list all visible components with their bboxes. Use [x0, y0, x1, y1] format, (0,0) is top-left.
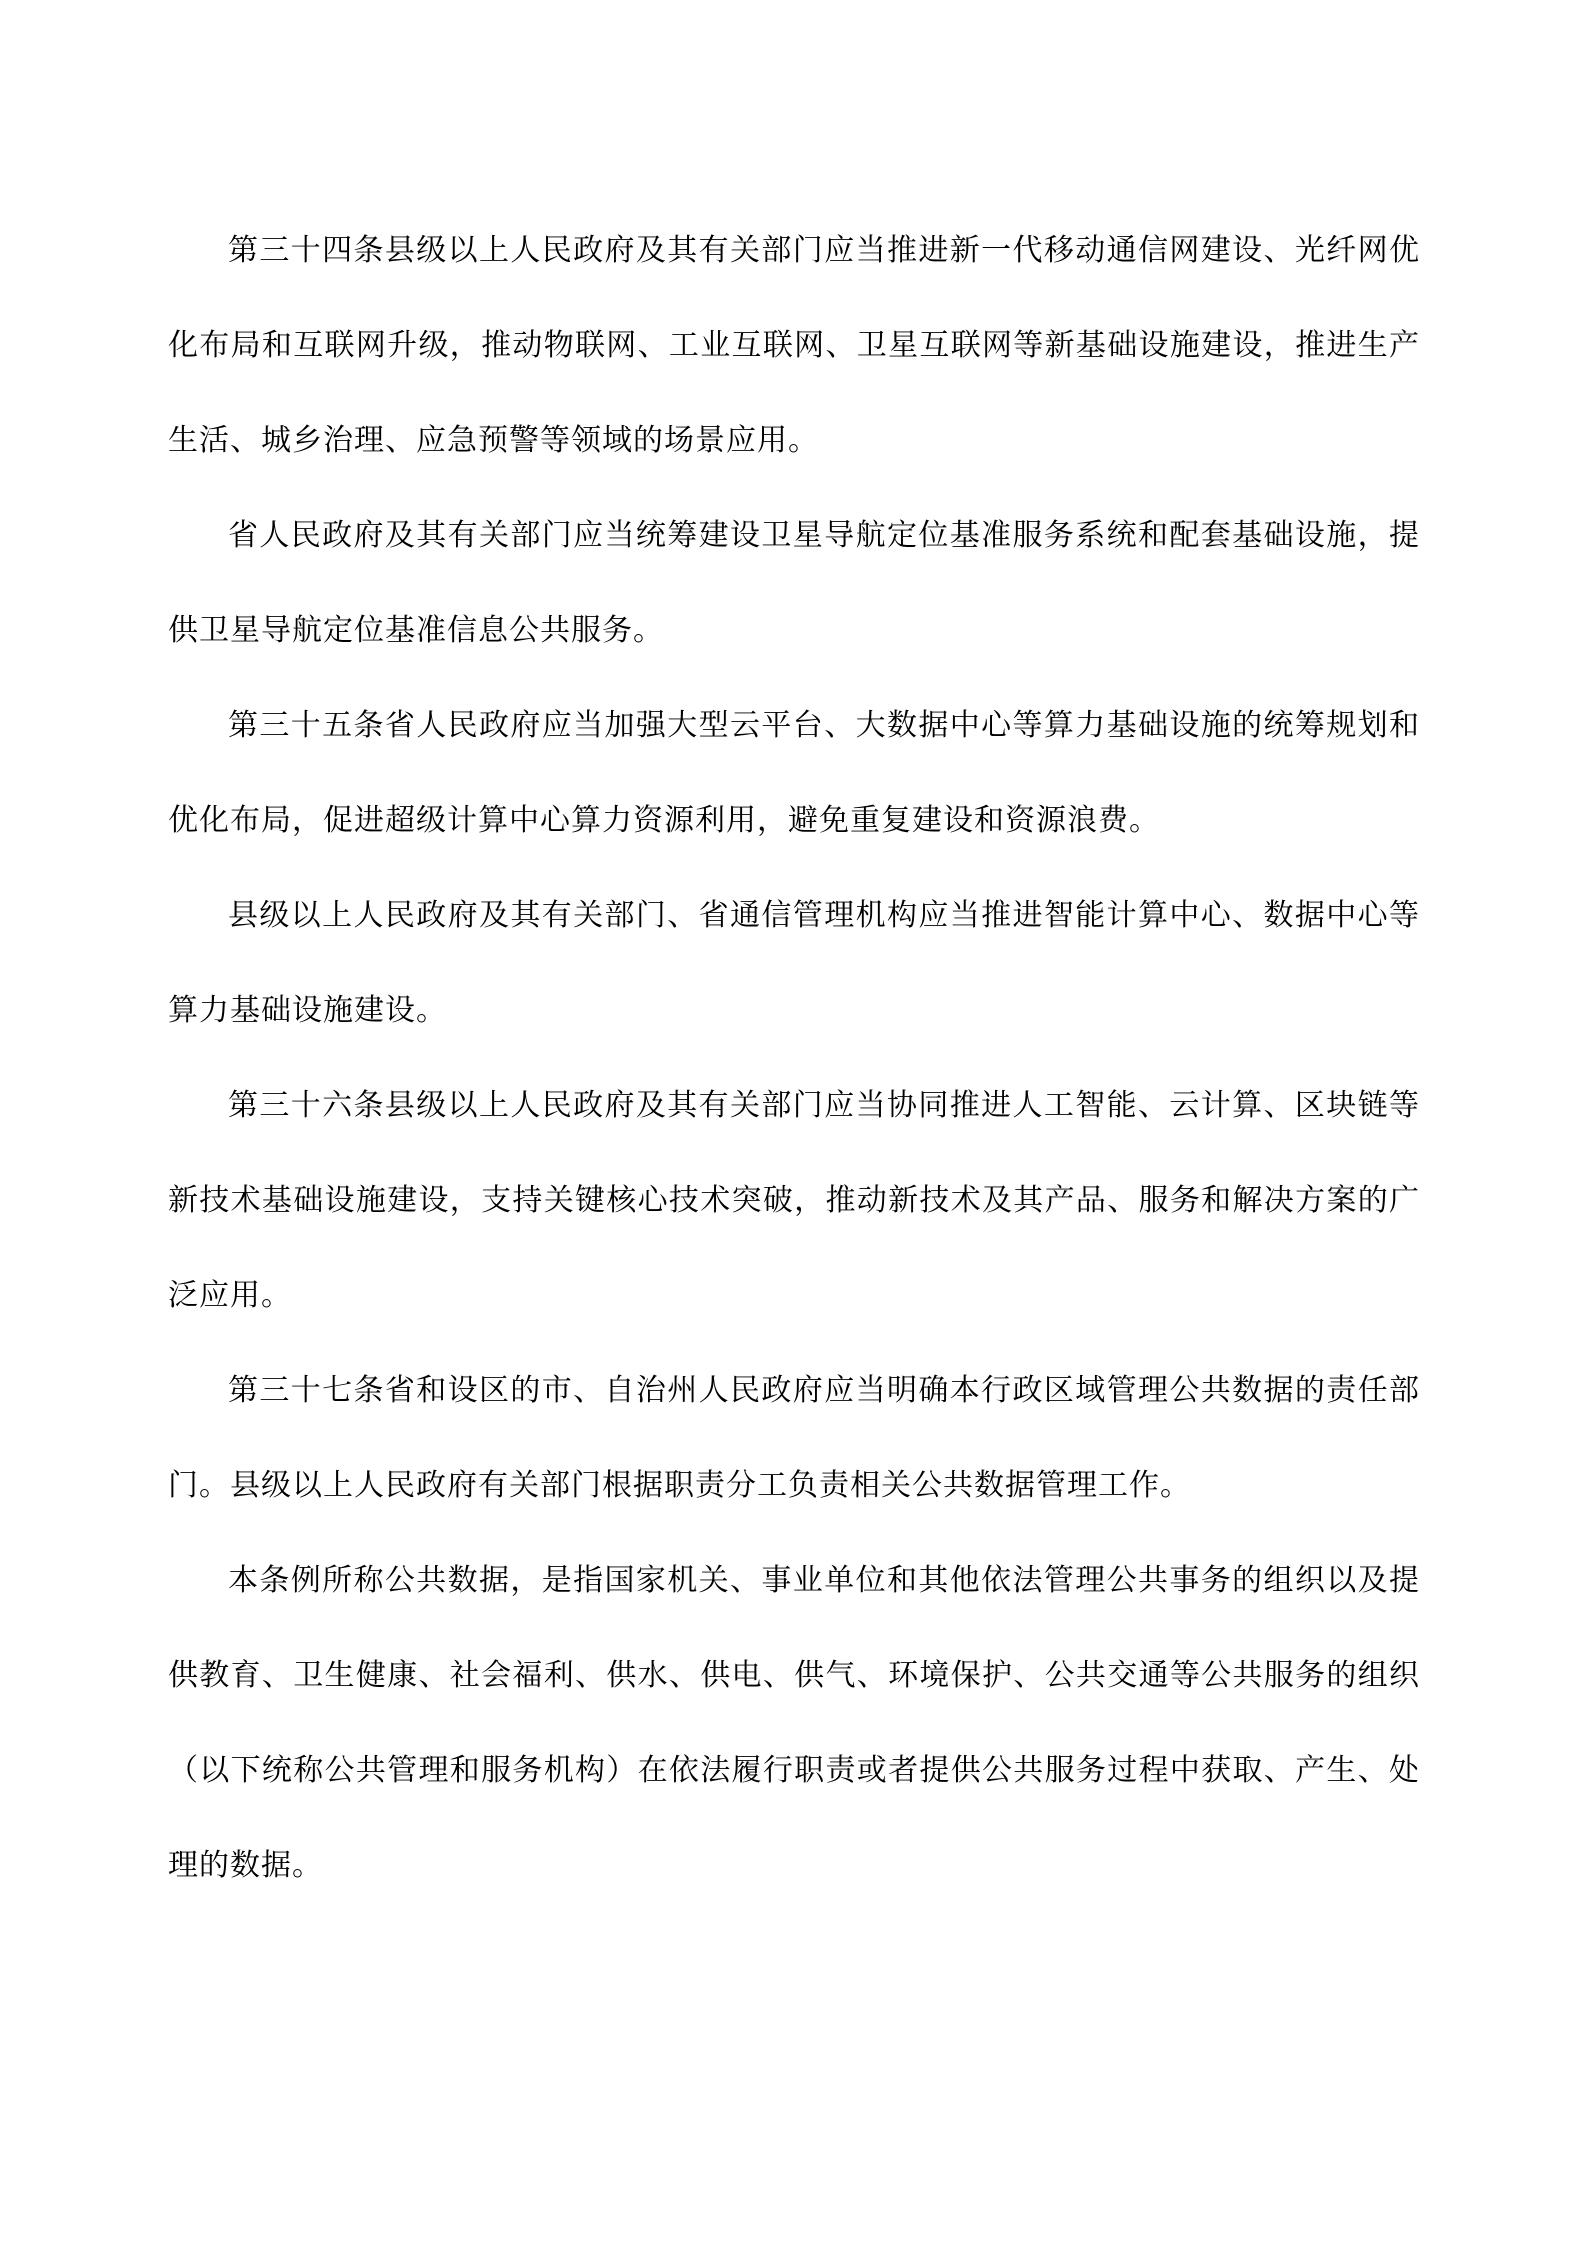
paragraph-article-35-sub: 县级以上人民政府及其有关部门、省通信管理机构应当推进智能计算中心、数据中心等算力基础设施建设。: [168, 899, 1420, 1027]
paragraph-article-37-main: 第三十七条省和设区的市、自治州人民政府应当明确本行政区域管理公共数据的责任部门。县级以上人民政府有关部门根据职责分工负责相关公共数据管理工作。: [168, 1374, 1420, 1502]
paragraph-article-37-definition: 本条例所称公共数据，是指国家机关、事业单位和其他依法管理公共事务的组织以及提供教育、卫生健康、社会福利、供水、供电、供气、环境保护、公共交通等公共服务的组织（以下统称公共管理和服务机构）在依法履行职责或者提供公共服务过程中获取、产生、处理的数据。: [168, 1564, 1420, 1882]
paragraph-article-34-main: 第三十四条县级以上人民政府及其有关部门应当推进新一代移动通信网建设、光纤网优化布局和互联网升级，推动物联网、工业互联网、卫星互联网等新基础设施建设，推进生产生活、城乡治理、应急预警等领域的场景应用。: [168, 234, 1420, 457]
paragraph-article-34-sub: 省人民政府及其有关部门应当统筹建设卫星导航定位基准服务系统和配套基础设施，提供卫星导航定位基准信息公共服务。: [168, 519, 1420, 647]
paragraph-article-36-main: 第三十六条县级以上人民政府及其有关部门应当协同推进人工智能、云计算、区块链等新技术基础设施建设，支持关键核心技术突破，推动新技术及其产品、服务和解决方案的广泛应用。: [168, 1089, 1420, 1312]
paragraph-article-35-main: 第三十五条省人民政府应当加强大型云平台、大数据中心等算力基础设施的统筹规划和优化布局，促进超级计算中心算力资源利用，避免重复建设和资源浪费。: [168, 709, 1420, 837]
